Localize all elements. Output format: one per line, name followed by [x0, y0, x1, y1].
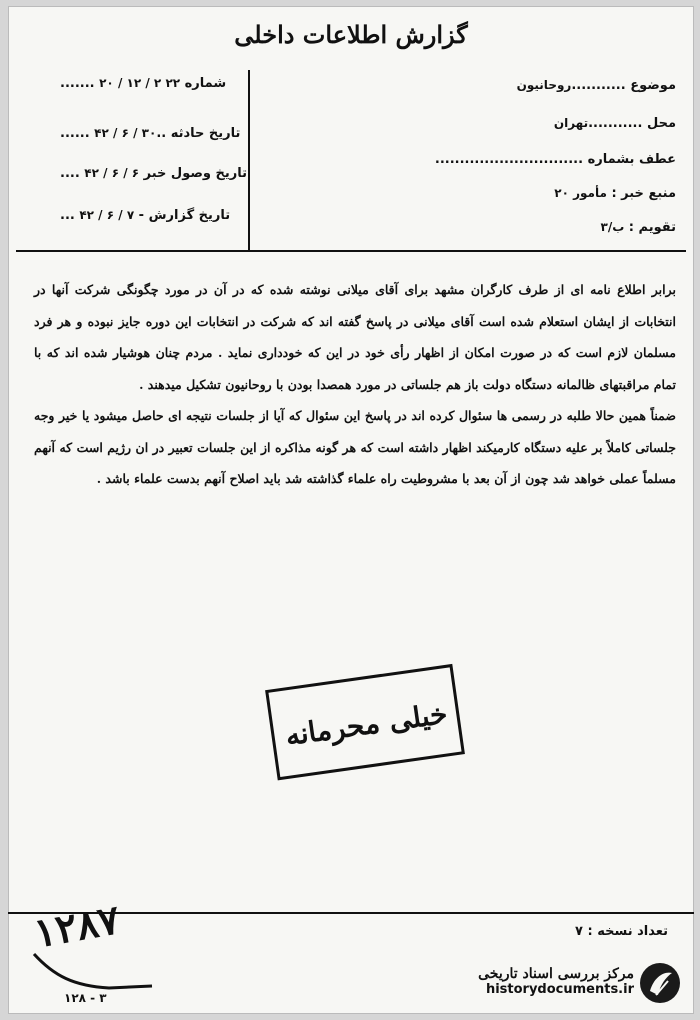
- header-divider-horizontal: [16, 250, 686, 252]
- report-title: گزارش اطلاعات داخلی: [234, 20, 468, 49]
- archive-url: historydocuments.ir: [485, 982, 634, 997]
- field-calendar: تقویم : ب/۳: [600, 220, 676, 235]
- body-paragraph-1: برابر اطلاع نامه ای از طرف کارگران مشهد برای آقای میلانی نوشته شده که در آن در مورد چگونگی شرکت آنها در انتخابات از ایشان استعلام شده است آقای میلانی در پاسخ گفته اند که شرکت در انتخابات این دوره جایز نبوده و هر فرد مسلمان لازم است که در صورت امکان از اظهار رأی خود در این که خودداری نماید . مردم چنان هوشیار شده اند که با تمام مراقبتهای ظالمانه دستگاه دولت باز هم جلساتی در مورد همصدا بودن با روحانیون تشکیل میدهند .: [34, 282, 676, 392]
- archive-name: مرکز بررسی اسناد تاریخی: [478, 966, 634, 982]
- archive-logo-icon: [638, 961, 682, 1005]
- copies-count: تعداد نسخه : ۷: [575, 924, 668, 939]
- archive-logo-text: [478, 966, 634, 997]
- document-page: [8, 6, 694, 1014]
- field-received-date: تاریخ وصول خبر ۶ / ۶ / ۴۲ ....: [60, 166, 248, 181]
- header-divider-vertical: [248, 70, 250, 250]
- field-source: منبع خبر : مأمور ۲۰: [554, 186, 676, 201]
- field-report-date: تاریخ گزارش - ۷ / ۶ / ۴۲ ...: [60, 208, 231, 223]
- stamp-text: خیلی محرمانه: [283, 696, 450, 753]
- body-paragraph-2: ضمناً همین حالا طلبه در رسمی ها سئوال کرده اند در پاسخ این سئوال که آیا از جلسات نتیجه ای حاصل میشود یا خیر وجه جلساتی کاملاً بر علیه دستگاه کارمیکند اظهار داشته است که هر گونه مذاکره از این جلسات تعبیر در ان رژیم است که آنهم مسلماً عملی خواهد شد چون از آن بعد با مشروطیت راه علماء گذاشته شد باید اصلاح آنهم بدست علماء باشد .: [34, 408, 676, 486]
- field-subject: موضوع ...........روحانیون: [516, 78, 676, 93]
- handwritten-code: ۱۲۸ - ۳: [64, 991, 107, 1005]
- confidential-stamp: [260, 657, 473, 788]
- field-incident-date: تاریخ حادثه ..۳۰ / ۶ / ۴۲ ......: [60, 126, 241, 141]
- signature-stroke: [34, 954, 152, 988]
- field-reference: عطف بشماره ..............................: [434, 152, 676, 167]
- field-number: شماره ۲۲ ۲ / ۱۲ / ۲۰ .......: [60, 76, 227, 91]
- handwritten-number: ۱۲۸۷: [30, 896, 124, 958]
- handwritten-annotation: [14, 876, 164, 1006]
- report-body: [34, 274, 676, 495]
- field-location: محل ...........تهران: [553, 116, 676, 131]
